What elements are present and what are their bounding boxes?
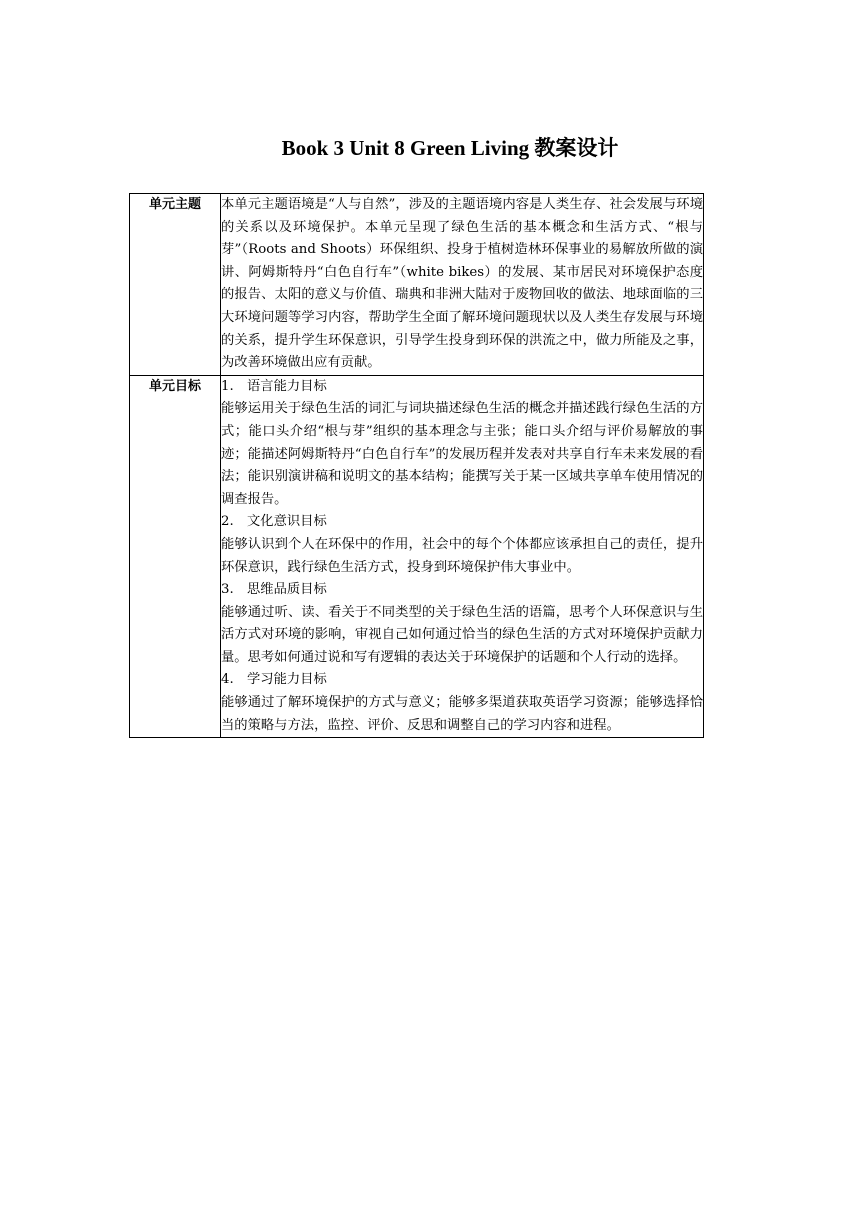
goal-number: 4. [221,672,234,688]
goal-number: 2. [221,514,234,530]
unit-goals-cell [221,375,704,738]
goal-number: 3. [221,582,234,598]
goal-heading-text: 文化意识目标 [247,514,327,530]
lesson-plan-table [129,193,704,738]
goal-heading [221,669,703,692]
goal-heading-text: 语言能力目标 [247,378,327,394]
goal-text: 能够通过了解环境保护的方式与意义；能够多渠道获取英语学习资源；能够选择恰当的策略与方法，监控、评价、反思和调整自己的学习内容和进程。 [221,695,703,733]
goal-text: 能够运用关于绿色生活的词汇与词块描述绿色生活的概念并描述践行绿色生活的方式；能口头介绍“根与芽”组织的基本理念与主张；能口头介绍与评价易解放的事迹；能描述阿姆斯特丹“白色自行车”的发展历程并发表对共享自行车未来发展的看法；能识别演讲稿和说明文的基本结构；能撰写关于某一区域共享单车使用情况的调查报告。 [221,401,703,507]
table-row-unit-theme [130,194,704,376]
row-label-unit-theme: 单元主题 [130,194,221,376]
unit-theme-cell [221,194,704,376]
document-title: Book 3 Unit 8 Green Living 教案设计 [281,136,619,160]
goal-text: 能够认识到个人在环保中的作用，社会中的每个个体都应该承担自己的责任，提升环保意识，践行绿色生活方式，投身到环境保护伟大事业中。 [221,536,703,575]
goal-heading-text: 学习能力目标 [247,672,327,688]
row-label-unit-goals: 单元目标 [130,375,221,738]
goal-heading [221,511,703,534]
goal-heading-text: 思维品质目标 [247,582,327,598]
goal-heading [221,579,703,602]
goal-number: 1. [221,378,234,394]
goal-heading [221,376,703,399]
table-row-unit-goals [130,375,704,738]
unit-theme-text: 本单元主题语境是“人与自然”，涉及的主题语境内容是人类生存、社会发展与环境的关系以及环境保护。本单元呈现了绿色生活的基本概念和生活方式、“根与芽”（Roots and Shoots）环保组织、投身于植树造林环保事业的易解放所做的演讲、阿姆斯特丹“白色自行车”（white bikes）的发展、某市居民对环境保护态度的报告、太阳的意义与价值、瑞典和非洲大陆对于废物回收的做法、地球面临的三大环境问题等学习内容，帮助学生全面了解环境问题现状以及人类生存发展与环境的关系，提升学生环保意识，引导学生投身到环保的洪流之中，做力所能及之事，为改善环境做出应有贡献。 [221,197,703,371]
goal-text: 能够通过听、读、看关于不同类型的关于绿色生活的语篇，思考个人环保意识与生活方式对环境的影响，审视自己如何通过恰当的绿色生活的方式对环境保护贡献力量。思考如何通过说和写有逻辑的表达关于环境保护的话题和个人行动的选择。 [221,604,703,665]
